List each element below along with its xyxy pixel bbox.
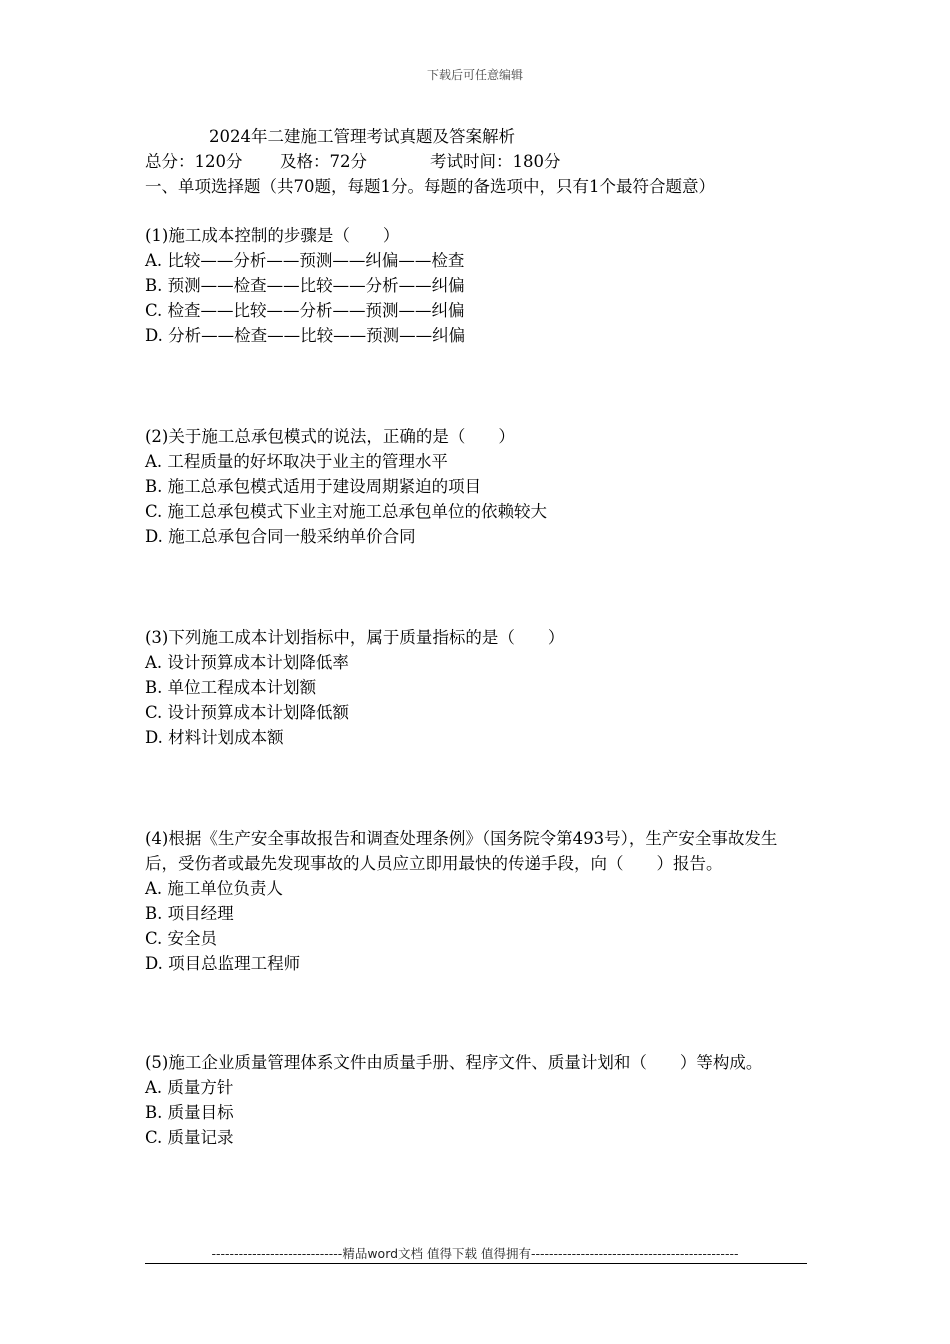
option-a: A. 质量方针 bbox=[145, 1078, 234, 1097]
question-stem: (5)施工企业质量管理体系文件由质量手册、程序文件、质量计划和（ ）等构成。 bbox=[145, 1053, 763, 1072]
option-c: C. 质量记录 bbox=[145, 1128, 234, 1147]
question-5 bbox=[145, 1050, 810, 1150]
question-stem: (3)下列施工成本计划指标中，属于质量指标的是（ ） bbox=[145, 628, 565, 647]
footer-divider bbox=[145, 1263, 807, 1264]
question-3 bbox=[145, 625, 810, 750]
option-b: B. 单位工程成本计划额 bbox=[145, 678, 317, 697]
option-a: A. 施工单位负责人 bbox=[145, 879, 283, 898]
option-d: D. 施工总承包合同一般采纳单价合同 bbox=[145, 527, 416, 546]
footer-note: -----------------------------精品word文档 值得下载 值得拥有---------------------------------------------- bbox=[211, 1246, 739, 1261]
option-a: A. 工程质量的好坏取决于业主的管理水平 bbox=[145, 452, 448, 471]
question-stem: (1)施工成本控制的步骤是（ ） bbox=[145, 226, 400, 245]
option-b: B. 预测——检查——比较——分析——纠偏 bbox=[145, 276, 465, 295]
option-c: C. 施工总承包模式下业主对施工总承包单位的依赖较大 bbox=[145, 502, 548, 521]
option-d: D. 分析——检查——比较——预测——纠偏 bbox=[145, 326, 466, 345]
pass-score: 及格：72分 bbox=[280, 152, 367, 171]
option-d: D. 项目总监理工程师 bbox=[145, 954, 301, 973]
document-body bbox=[145, 124, 810, 1150]
exam-meta bbox=[145, 149, 810, 174]
exam-time: 考试时间：180分 bbox=[430, 152, 561, 171]
question-2 bbox=[145, 424, 810, 549]
option-b: B. 施工总承包模式适用于建设周期紧迫的项目 bbox=[145, 477, 482, 496]
option-a: A. 设计预算成本计划降低率 bbox=[145, 653, 349, 672]
section-heading: 一、单项选择题（共70题，每题1分。每题的备选项中，只有1个最符合题意） bbox=[145, 177, 715, 196]
option-d: D. 材料计划成本额 bbox=[145, 728, 284, 747]
question-4 bbox=[145, 826, 810, 976]
question-1 bbox=[145, 223, 810, 348]
option-b: B. 质量目标 bbox=[145, 1103, 234, 1122]
option-a: A. 比较——分析——预测——纠偏——检查 bbox=[145, 251, 465, 270]
question-stem: (2)关于施工总承包模式的说法，正确的是（ ） bbox=[145, 427, 515, 446]
option-c: C. 安全员 bbox=[145, 929, 218, 948]
option-c: C. 检查——比较——分析——预测——纠偏 bbox=[145, 301, 465, 320]
question-stem: (4)根据《生产安全事故报告和调查处理条例》（国务院令第493号），生产安全事故发生后，受伤者或最先发现事故的人员应立即用最快的传递手段，向（ ）报告。 bbox=[145, 829, 778, 873]
option-b: B. 项目经理 bbox=[145, 904, 234, 923]
document-title: 2024年二建施工管理考试真题及答案解析 bbox=[209, 127, 515, 146]
total-score: 总分：120分 bbox=[145, 152, 243, 171]
option-c: C. 设计预算成本计划降低额 bbox=[145, 703, 350, 722]
header-note: 下载后可任意编辑 bbox=[426, 68, 523, 82]
